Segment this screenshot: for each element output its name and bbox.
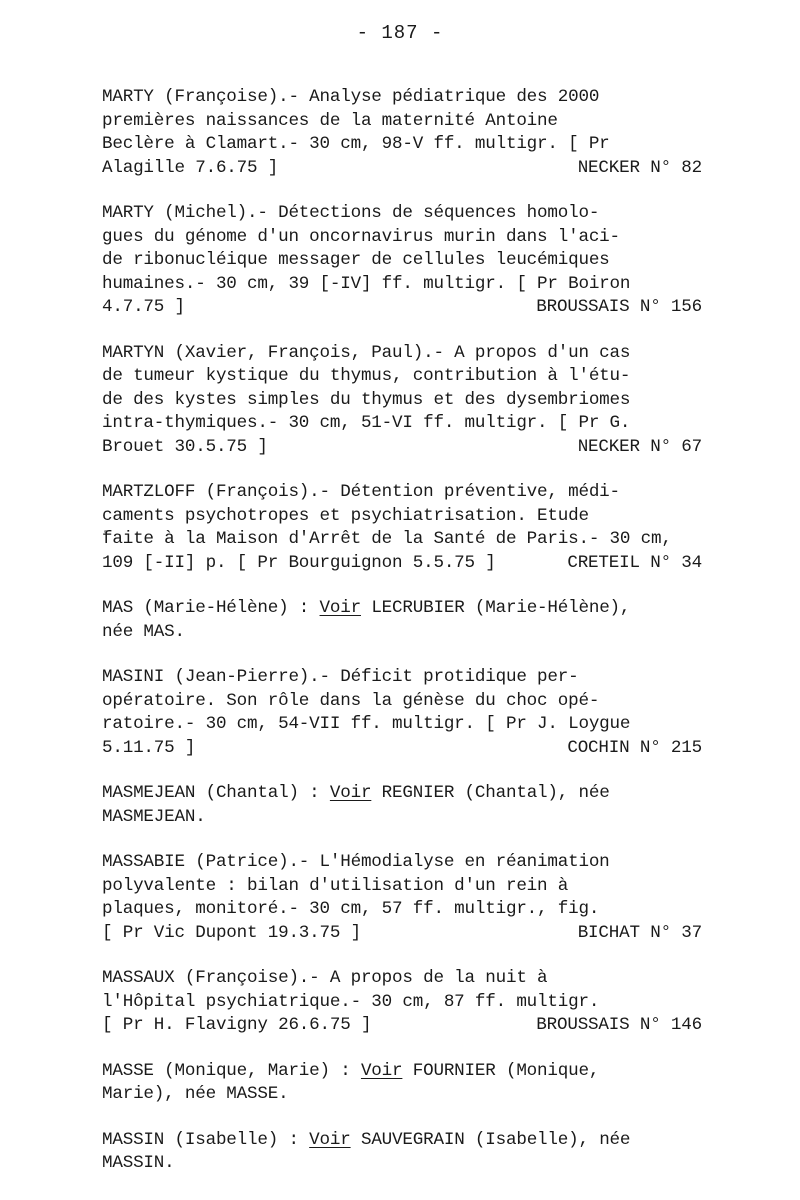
bibliography-entry (102, 782, 702, 829)
entry-line (102, 249, 702, 273)
entry-text: humaines.- 30 cm, 39 [-IV] ff. multigr. [ Pr Boiron (102, 273, 631, 294)
entry-line (102, 1129, 702, 1153)
entry-line (102, 1152, 702, 1176)
entry-text: 5.11.75 ] (102, 737, 196, 758)
entry-text: polyvalente : bilan d'utilisation d'un rein à (102, 875, 569, 896)
see-reference-link: Voir (329, 783, 372, 803)
bibliography-entry (102, 597, 702, 644)
entry-line (102, 202, 702, 226)
entry-line (102, 389, 702, 413)
entry-text: [ Pr Vic Dupont 19.3.75 ] (102, 922, 361, 943)
entry-text: MARTY (Françoise).- Analyse pédiatrique des 2000 (102, 87, 600, 107)
page-number: - 187 - (356, 22, 444, 44)
entry-line (102, 412, 702, 436)
entry-author: MASSIN (Isabelle) : (102, 1129, 310, 1150)
entry-line (102, 436, 702, 460)
library-location: CRETEIL N° 34 (567, 552, 702, 573)
entry-line (102, 365, 702, 389)
entry-text: de tumeur kystique du thymus, contribution à l'étu- (102, 366, 631, 386)
entry-author: MASSE (Monique, Marie) : (102, 1060, 361, 1081)
entry-text: l'Hôpital psychiatrique.- 30 cm, 87 ff. multigr. (102, 991, 600, 1012)
entry-author: MASMEJEAN (Chantal) : (102, 783, 330, 803)
bibliography-entry (102, 342, 702, 460)
bibliography-entry (102, 1060, 702, 1107)
bibliography-entries (102, 86, 702, 1198)
entry-line (102, 597, 702, 621)
entry-line (102, 967, 702, 991)
entry-text: MASSIN. (102, 1153, 175, 1173)
bibliography-entry (102, 851, 702, 945)
see-reference-link: Voir (360, 1060, 403, 1081)
library-location: NECKER N° 67 (577, 436, 702, 457)
entry-line (102, 110, 702, 134)
entry-line (102, 690, 702, 714)
bibliography-entry (102, 666, 702, 760)
bibliography-entry (102, 967, 702, 1038)
entry-line (102, 273, 702, 297)
entry-line (102, 737, 702, 761)
bibliography-entry (102, 481, 702, 575)
entry-text: 4.7.75 ] (102, 297, 185, 317)
entry-text: faite à la Maison d'Arrêt de la Santé de Paris.- 30 cm, (102, 529, 672, 549)
cross-reference-text: FOURNIER (Monique, (402, 1060, 600, 1081)
entry-text: caments psychotropes et psychiatrisation. Etude (102, 505, 589, 526)
entry-line (102, 922, 702, 946)
entry-text: MARTZLOFF (François).- Détention préventive, médi- (102, 482, 620, 502)
entry-line (102, 782, 702, 806)
bibliography-entry (102, 86, 702, 180)
library-location: BICHAT N° 37 (577, 922, 702, 943)
entry-line (102, 552, 702, 576)
entry-text: MARTYN (Xavier, François, Paul).- A propos d'un cas (102, 342, 631, 363)
entry-line (102, 481, 702, 505)
library-location: COCHIN N° 215 (567, 737, 702, 758)
entry-text: gues du génome d'un oncornavirus murin dans l'aci- (102, 226, 620, 247)
entry-line (102, 875, 702, 899)
library-location: NECKER N° 82 (577, 157, 702, 178)
entry-text: opératoire. Son rôle dans la génèse du choc opé- (102, 690, 600, 711)
entry-line (102, 226, 702, 250)
cross-reference-text: LECRUBIER (Marie-Hélène), (360, 598, 631, 618)
see-reference-link: Voir (319, 598, 361, 618)
entry-text: Alagille 7.6.75 ] (102, 157, 279, 178)
entry-line (102, 621, 702, 645)
entry-line (102, 851, 702, 875)
entry-line (102, 806, 702, 830)
bibliography-entry (102, 1129, 702, 1176)
entry-text: ratoire.- 30 cm, 54-VII ff. multigr. [ Pr J. Loygue (102, 714, 631, 734)
entry-line (102, 898, 702, 922)
cross-reference-text: REGNIER (Chantal), née (371, 783, 610, 803)
entry-text: MASINI (Jean-Pierre).- Déficit protidique per- (102, 667, 579, 687)
entry-text: Marie), née MASSE. (102, 1084, 289, 1104)
entry-line (102, 528, 702, 552)
entry-text: Brouet 30.5.75 ] (102, 436, 268, 457)
library-location: BROUSSAIS N° 156 (536, 297, 702, 317)
entry-text: 109 [-II] p. [ Pr Bourguignon 5.5.75 ] (102, 552, 496, 573)
entry-text: premières naissances de la maternité Antoine (102, 110, 558, 131)
entry-text: plaques, monitoré.- 30 cm, 57 ff. multigr., fig. (102, 899, 600, 919)
entry-line (102, 296, 702, 320)
entry-line (102, 86, 702, 110)
entry-line (102, 666, 702, 690)
entry-text: de ribonucléique messager de cellules leucémiques (102, 250, 610, 270)
entry-text: MARTY (Michel).- Détections de séquences homolo- (102, 203, 600, 223)
entry-author: MAS (Marie-Hélène) : (102, 598, 320, 618)
cross-reference-text: SAUVEGRAIN (Isabelle), née (350, 1129, 631, 1150)
entry-text: née MAS. (102, 621, 185, 642)
entry-line (102, 342, 702, 366)
entry-text: [ Pr H. Flavigny 26.6.75 ] (102, 1015, 372, 1035)
entry-text: de des kystes simples du thymus et des dysembriomes (102, 389, 631, 410)
library-location: BROUSSAIS N° 146 (536, 1015, 702, 1035)
entry-line (102, 1083, 702, 1107)
entry-line (102, 1014, 702, 1038)
entry-line (102, 991, 702, 1015)
entry-line (102, 133, 702, 157)
entry-text: MASSABIE (Patrice).- L'Hémodialyse en réanimation (102, 852, 610, 872)
entry-text: intra-thymiques.- 30 cm, 51-VI ff. multigr. [ Pr G. (102, 413, 631, 433)
entry-text: MASSAUX (Françoise).- A propos de la nuit à (102, 968, 548, 988)
entry-line (102, 1060, 702, 1084)
entry-text: MASMEJEAN. (102, 806, 206, 827)
entry-text: Beclère à Clamart.- 30 cm, 98-V ff. multigr. [ Pr (102, 134, 610, 154)
entry-line (102, 713, 702, 737)
entry-line (102, 157, 702, 181)
bibliography-entry (102, 202, 702, 320)
see-reference-link: Voir (309, 1129, 351, 1150)
entry-line (102, 505, 702, 529)
